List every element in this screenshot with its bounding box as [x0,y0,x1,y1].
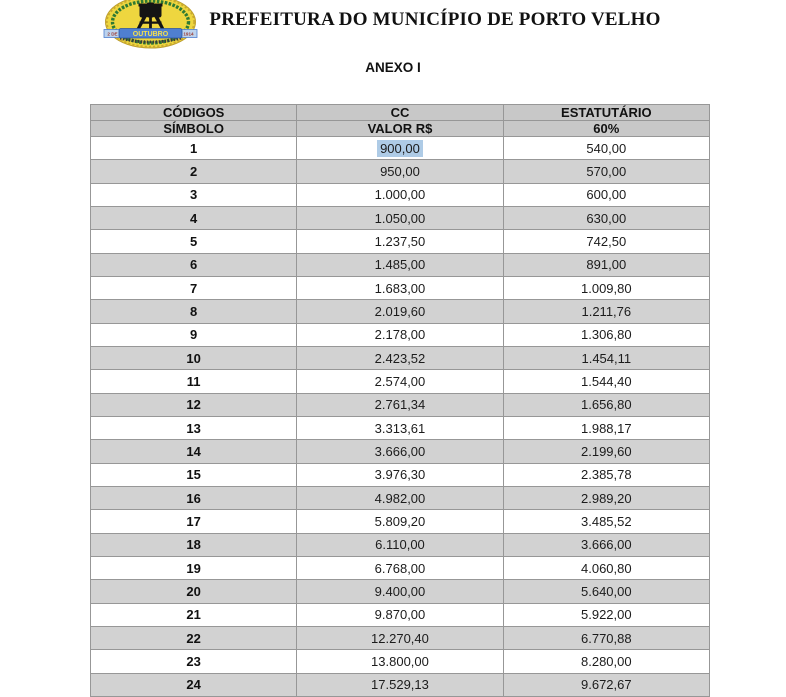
column-header-estatutario: ESTATUTÁRIO [503,105,709,121]
porto-velho-seal-logo [104,0,197,50]
cc-value-cell: 2.423,52 [297,346,503,369]
cc-value-cell: 9.870,00 [297,603,503,626]
estatutario-value-cell: 1.454,11 [503,346,709,369]
table-row [91,510,710,533]
table-row [91,440,710,463]
table-row [91,603,710,626]
annex-heading: ANEXO I [365,60,421,75]
column-header-valor: VALOR R$ [297,121,503,137]
symbol-cell: 8 [91,300,297,323]
table-row [91,230,710,253]
estatutario-value-cell: 3.666,00 [503,533,709,556]
table-row [91,137,710,160]
estatutario-value-cell: 1.988,17 [503,416,709,439]
symbol-cell: 23 [91,650,297,673]
symbol-cell: 19 [91,556,297,579]
table-row [91,673,710,696]
column-header-cc: CC [297,105,503,121]
symbol-cell: 17 [91,510,297,533]
symbol-cell: 1 [91,137,297,160]
cc-value-cell: 5.809,20 [297,510,503,533]
cc-value-cell: 2.761,34 [297,393,503,416]
cc-value-cell [297,137,503,160]
estatutario-value-cell: 1.009,80 [503,276,709,299]
table-row [91,533,710,556]
estatutario-value-cell: 2.989,20 [503,486,709,509]
table-row [91,206,710,229]
cc-value-cell: 3.666,00 [297,440,503,463]
table-row [91,626,710,649]
symbol-cell: 24 [91,673,297,696]
symbol-cell: 7 [91,276,297,299]
cc-value-cell: 6.110,00 [297,533,503,556]
municipal-seal-icon [104,0,197,50]
symbol-cell: 5 [91,230,297,253]
table-row [91,650,710,673]
symbol-cell: 12 [91,393,297,416]
symbol-cell: 6 [91,253,297,276]
estatutario-value-cell: 742,50 [503,230,709,253]
table-row [91,486,710,509]
symbol-cell: 16 [91,486,297,509]
symbol-cell: 13 [91,416,297,439]
table-row [91,393,710,416]
table-row [91,253,710,276]
cc-value-cell: 1.000,00 [297,183,503,206]
symbol-cell: 11 [91,370,297,393]
symbol-cell: 18 [91,533,297,556]
table-row [91,370,710,393]
cc-value-cell: 3.313,61 [297,416,503,439]
cc-value-cell: 1.485,00 [297,253,503,276]
table-row [91,556,710,579]
cc-value-cell: 3.976,30 [297,463,503,486]
cc-value-cell: 17.529,13 [297,673,503,696]
cc-value-cell: 2.019,60 [297,300,503,323]
estatutario-value-cell: 4.060,80 [503,556,709,579]
estatutario-value-cell: 6.770,88 [503,626,709,649]
cc-value-cell: 1.683,00 [297,276,503,299]
cc-value-cell: 9.400,00 [297,580,503,603]
table-row [91,416,710,439]
table-row [91,323,710,346]
table-row [91,183,710,206]
page-title: PREFEITURA DO MUNICÍPIO DE PORTO VELHO [209,9,661,30]
estatutario-value-cell: 1.211,76 [503,300,709,323]
seal-right-date-text: 1914 [183,31,194,37]
cc-value-cell: 13.800,00 [297,650,503,673]
estatutario-value-cell: 1.544,40 [503,370,709,393]
seal-left-date-text: 2 DE [107,31,118,37]
estatutario-value-cell: 891,00 [503,253,709,276]
table-row [91,160,710,183]
cc-value-cell: 950,00 [297,160,503,183]
symbol-cell: 9 [91,323,297,346]
estatutario-value-cell: 1.306,80 [503,323,709,346]
cc-value-cell: 4.982,00 [297,486,503,509]
cc-value-cell: 1.050,00 [297,206,503,229]
symbol-cell: 2 [91,160,297,183]
cc-value-cell: 2.178,00 [297,323,503,346]
symbol-cell: 4 [91,206,297,229]
estatutario-value-cell: 9.672,67 [503,673,709,696]
symbol-cell: 21 [91,603,297,626]
column-header-60pct: 60% [503,121,709,137]
cc-value-cell: 2.574,00 [297,370,503,393]
selected-text-value[interactable]: 900,00 [377,140,423,157]
symbol-cell: 22 [91,626,297,649]
table-row [91,580,710,603]
salary-table [90,104,710,697]
table-row [91,276,710,299]
estatutario-value-cell: 5.922,00 [503,603,709,626]
table-header-row-2 [91,121,710,137]
table-row [91,346,710,369]
estatutario-value-cell: 2.385,78 [503,463,709,486]
table-row [91,463,710,486]
symbol-cell: 15 [91,463,297,486]
seal-ribbon-text: OUTUBRO [132,31,169,38]
salary-table-body [91,137,710,697]
table-row [91,300,710,323]
column-header-codigos: CÓDIGOS [91,105,297,121]
symbol-cell: 14 [91,440,297,463]
estatutario-value-cell: 5.640,00 [503,580,709,603]
cc-value-cell: 12.270,40 [297,626,503,649]
estatutario-value-cell: 540,00 [503,137,709,160]
cc-value-cell: 1.237,50 [297,230,503,253]
estatutario-value-cell: 3.485,52 [503,510,709,533]
estatutario-value-cell: 1.656,80 [503,393,709,416]
table-header-row-1 [91,105,710,121]
cc-value-cell: 6.768,00 [297,556,503,579]
estatutario-value-cell: 600,00 [503,183,709,206]
symbol-cell: 3 [91,183,297,206]
estatutario-value-cell: 2.199,60 [503,440,709,463]
symbol-cell: 20 [91,580,297,603]
symbol-cell: 10 [91,346,297,369]
estatutario-value-cell: 570,00 [503,160,709,183]
estatutario-value-cell: 630,00 [503,206,709,229]
estatutario-value-cell: 8.280,00 [503,650,709,673]
column-header-simbolo: SÍMBOLO [91,121,297,137]
